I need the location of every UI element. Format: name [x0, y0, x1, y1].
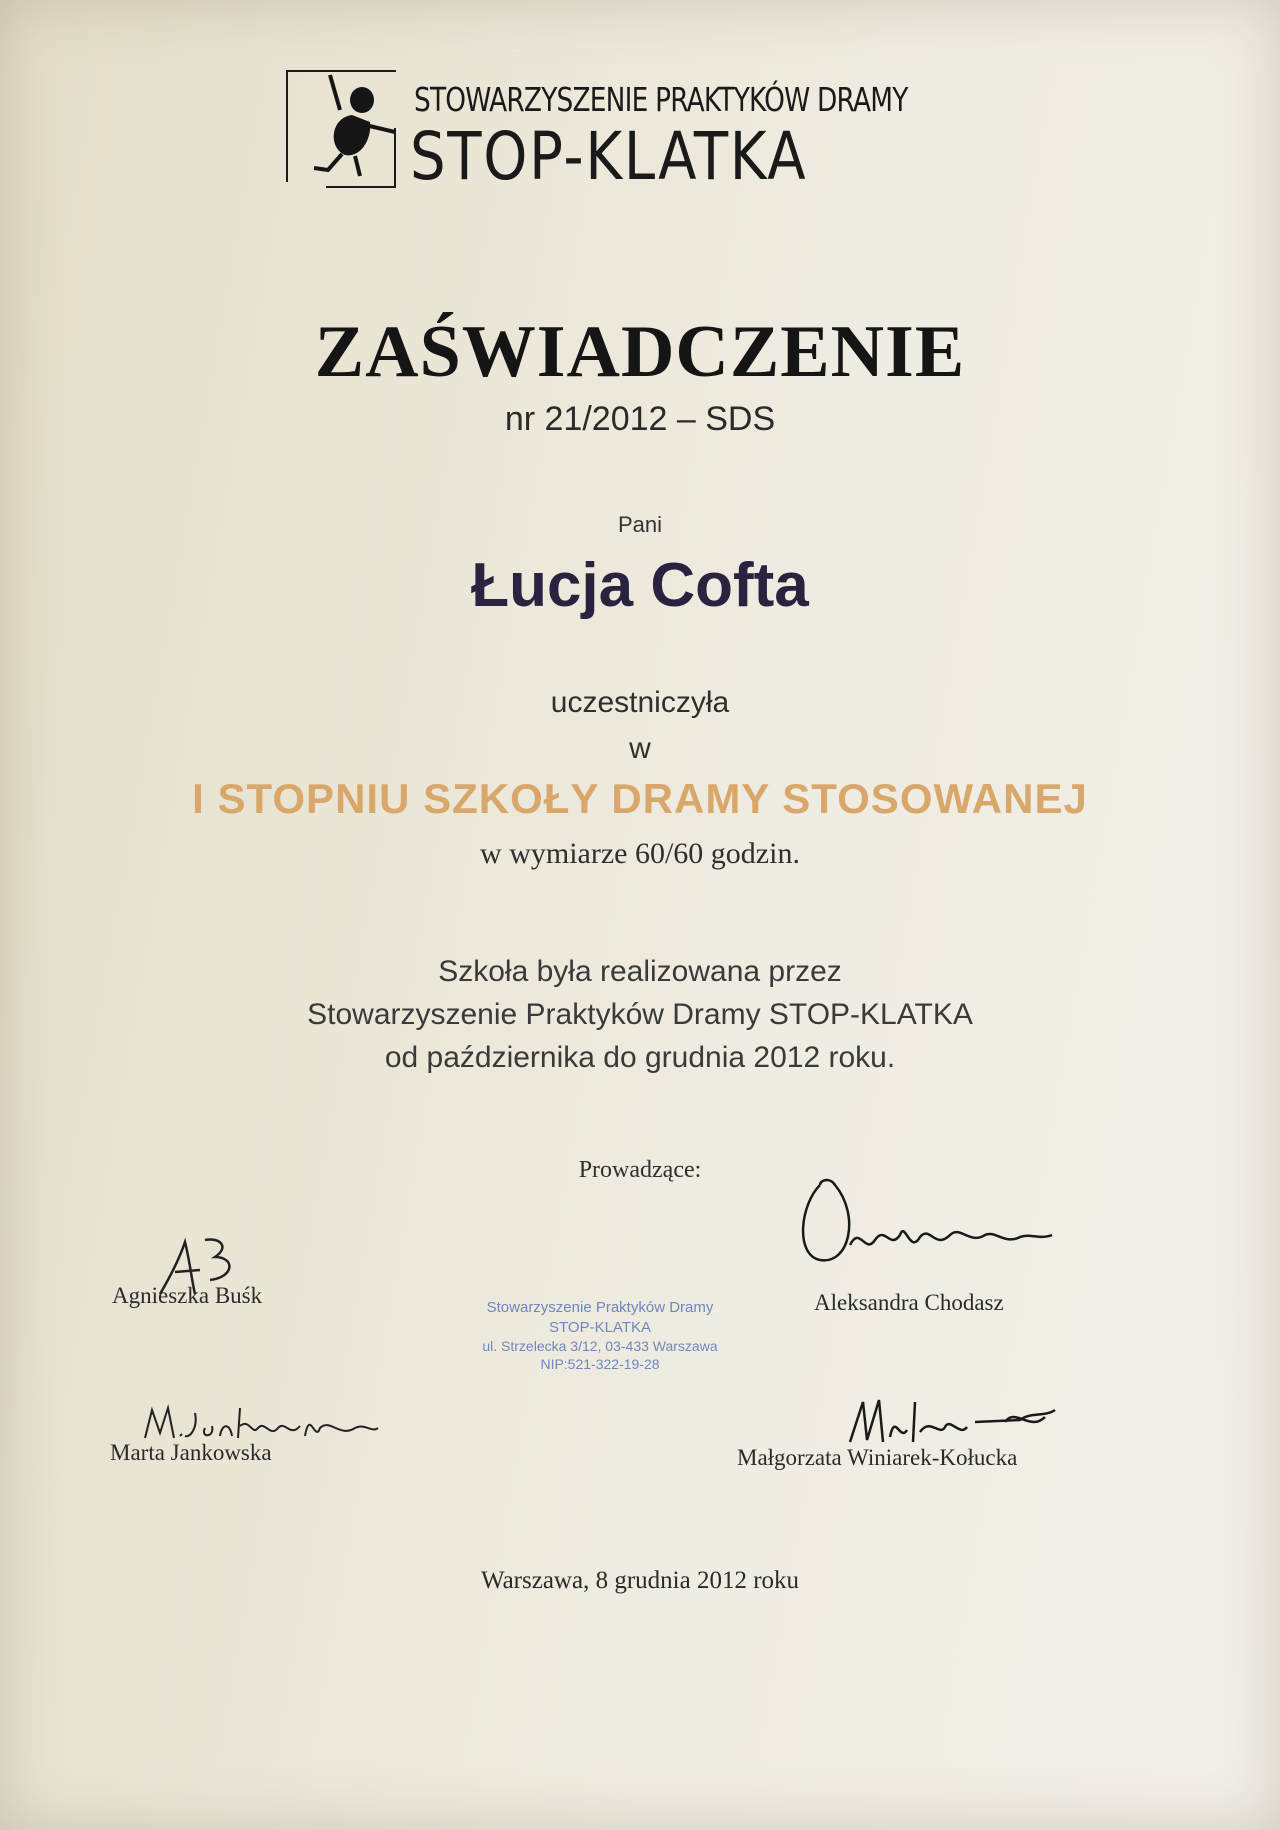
stamp-line-1: Stowarzyszenie Praktyków Dramy	[486, 1299, 714, 1316]
signature-chodasz-icon	[790, 1165, 1060, 1285]
salutation: Pani	[617, 512, 663, 537]
body-line-1: Szkoła była realizowana przez	[438, 955, 842, 988]
dancing-figure-icon	[300, 70, 410, 180]
leader-name-3: Marta Jankowska	[110, 1440, 272, 1465]
logo-line-1: STOWARZYSZENIE PRAKTYKÓW DRAMY	[414, 80, 908, 119]
preposition-text: w	[629, 732, 651, 765]
course-name: I STOPNIU SZKOŁY DRAMY STOSOWANEJ	[192, 775, 1088, 822]
body-line-3: od października do grudnia 2012 roku.	[384, 1041, 896, 1074]
course-hours: w wymiarze 60/60 godzin.	[480, 837, 800, 870]
certificate-title: ZAŚWIADCZENIE	[314, 311, 966, 393]
stamp-line-2: STOP-KLATKA	[549, 1318, 651, 1336]
stamp-line-3: ul. Strzelecka 3/12, 03-433 Warszawa	[482, 1338, 718, 1354]
logo-line-2: STOP-KLATKA	[410, 118, 808, 195]
certificate-number: nr 21/2012 – SDS	[504, 400, 776, 438]
recipient-name: Łucja Cofta	[471, 551, 809, 620]
organization-stamp	[460, 1298, 740, 1373]
leader-name-4: Małgorzata Winiarek-Kołucka	[737, 1445, 1018, 1470]
organization-logo	[286, 70, 946, 195]
leader-name-1: Agnieszka Buśk	[112, 1283, 263, 1308]
place-and-date: Warszawa, 8 grudnia 2012 roku	[480, 1567, 800, 1594]
leaders-label: Prowadzące:	[578, 1157, 702, 1183]
signature-winiarek-icon	[845, 1392, 1065, 1452]
participated-text: uczestniczyła	[550, 686, 730, 719]
leader-name-2: Aleksandra Chodasz	[814, 1290, 1004, 1315]
stamp-line-4: NIP:521-322-19-28	[540, 1356, 660, 1373]
body-line-2: Stowarzyszenie Praktyków Dramy STOP-KLATKA	[307, 998, 973, 1031]
